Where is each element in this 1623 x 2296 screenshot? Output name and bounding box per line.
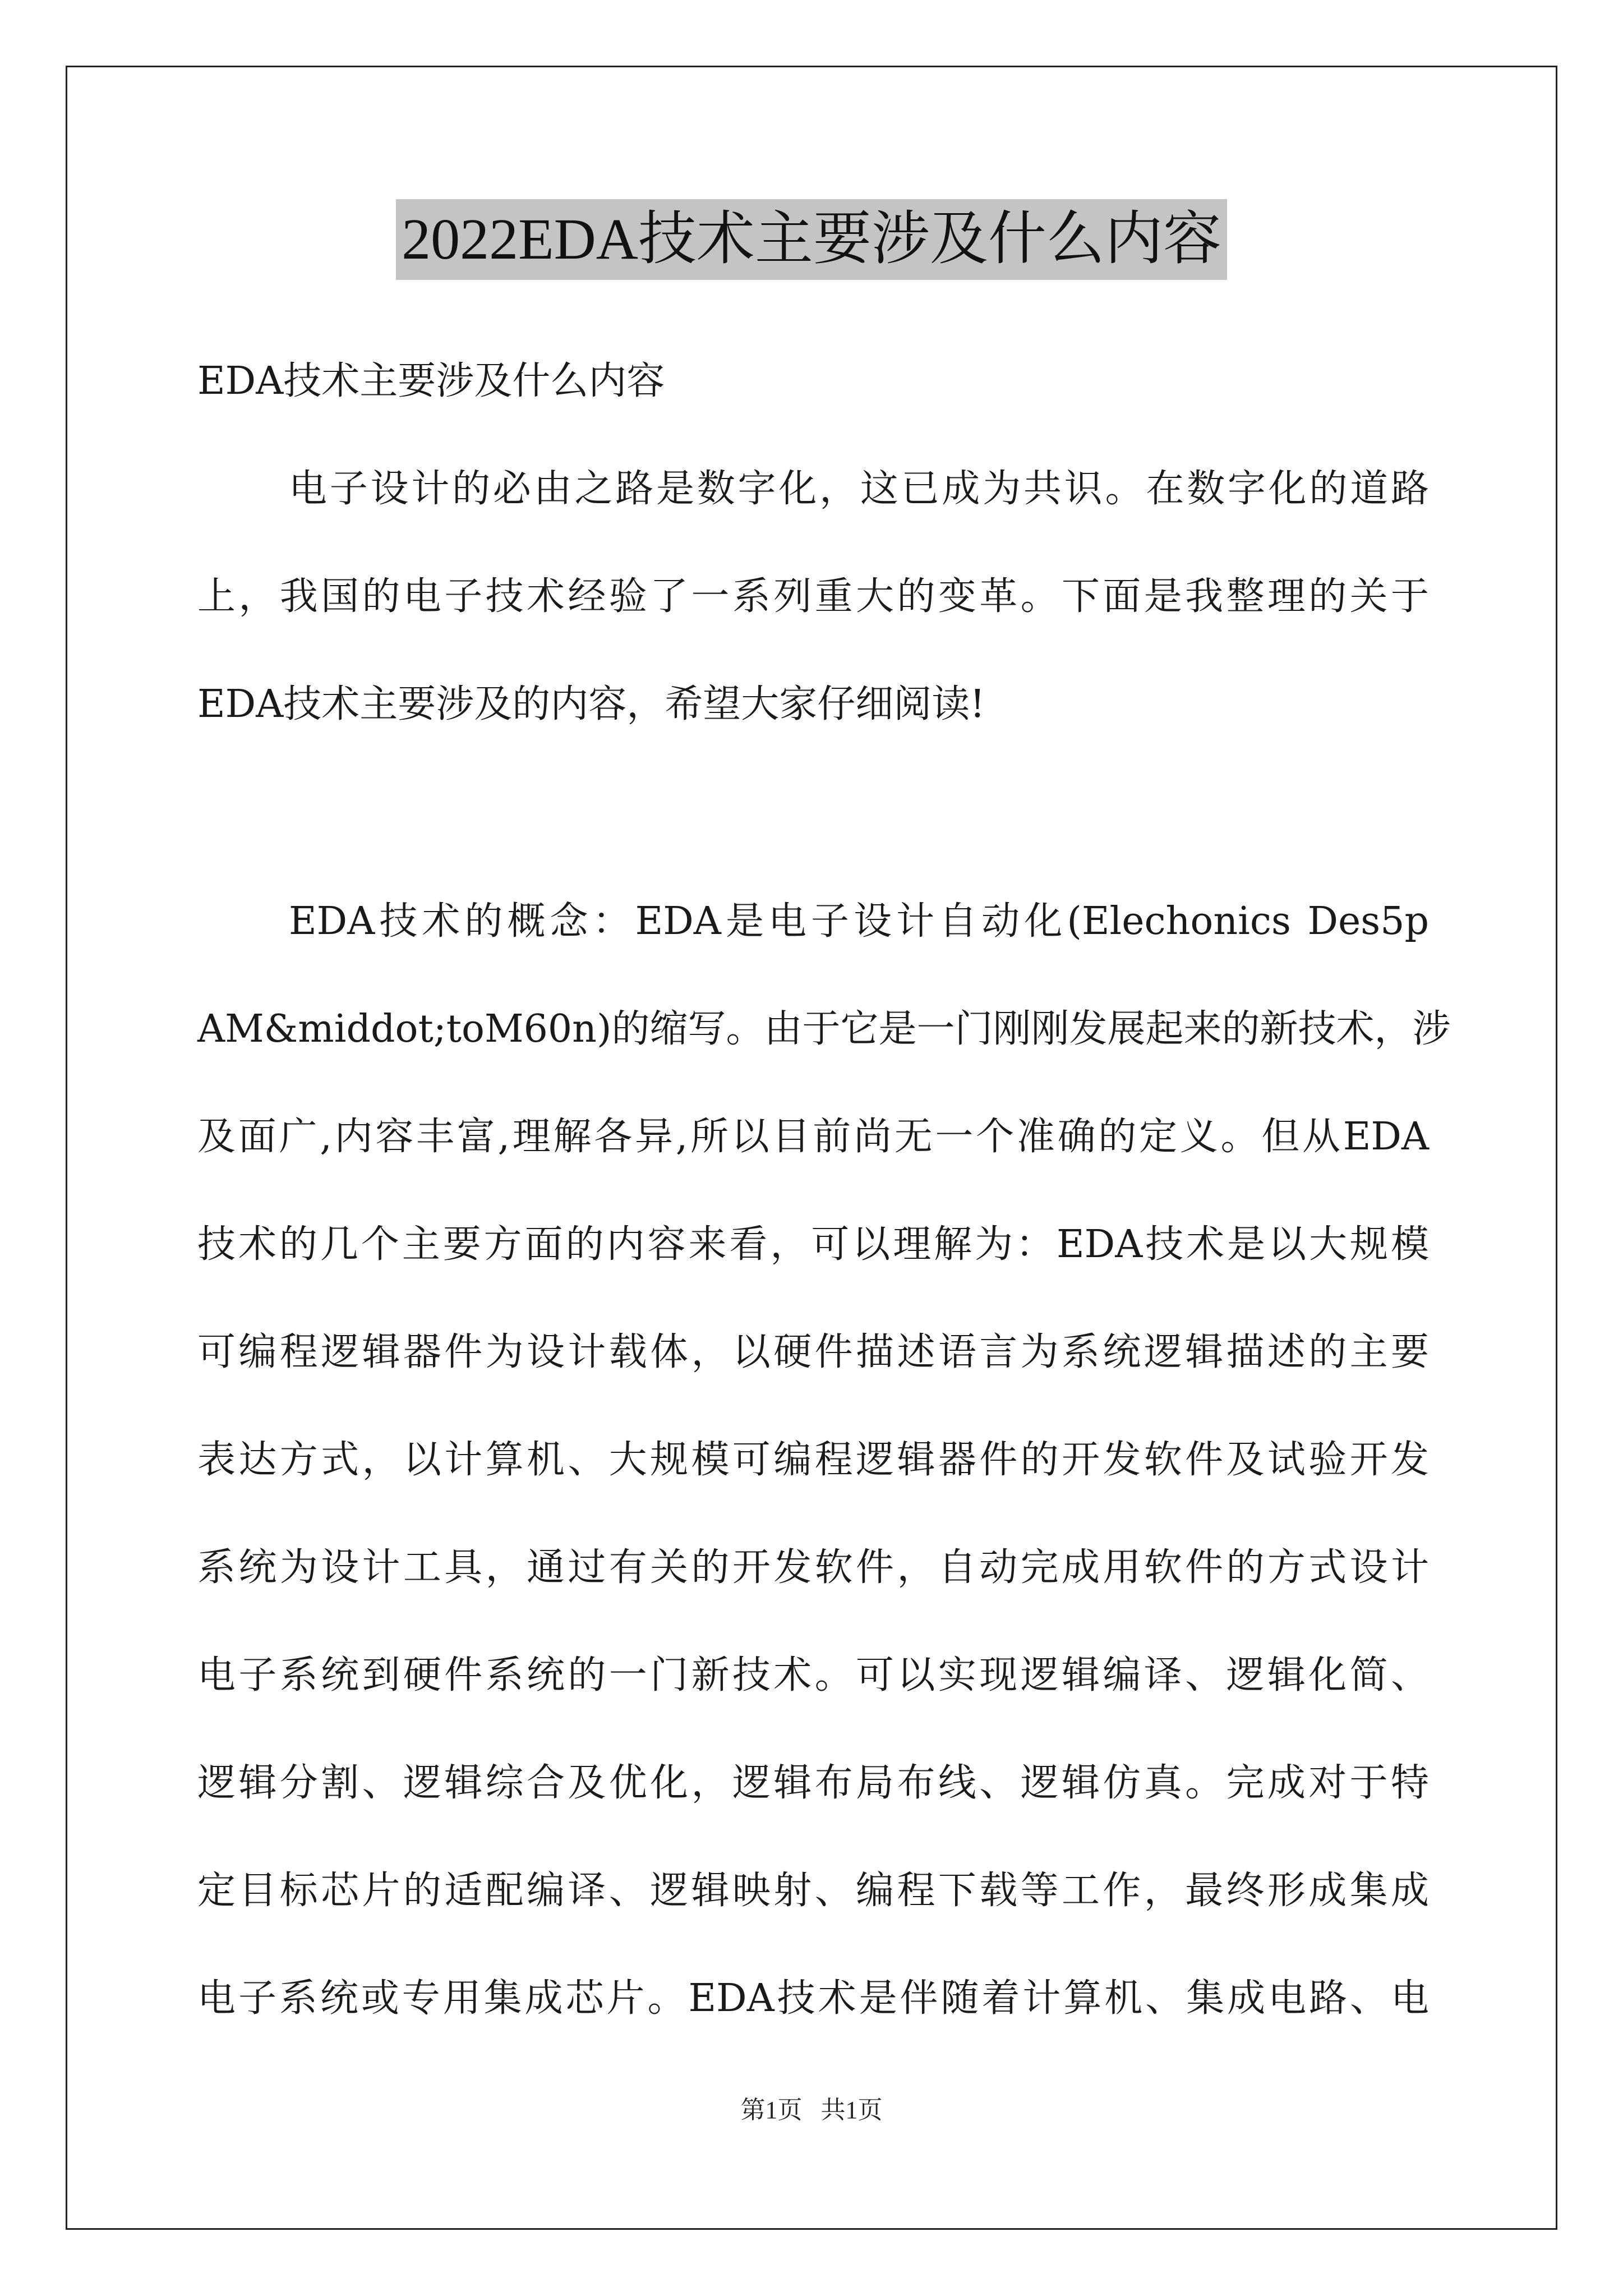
paragraph-line: 上，我国的电子技术经验了一系列重大的变革。下面是我整理的关于 (197, 574, 1429, 619)
document-subtitle: EDA技术主要涉及什么内容 (197, 359, 665, 403)
title-block (0, 199, 1623, 280)
paragraph-line: EDA技术的概念：EDA是电子设计自动化(Elechonics Des5p (289, 899, 1429, 944)
paragraph-line: AM&middot;toM60n)的缩写。由于它是一门刚刚发展起来的新技术，涉 (197, 1007, 1451, 1051)
paragraph-line: 技术的几个主要方面的内容来看，可以理解为：EDA技术是以大规模 (197, 1222, 1429, 1267)
paragraph-line: 可编程逻辑器件为设计载体，以硬件描述语言为系统逻辑描述的主要 (197, 1330, 1429, 1374)
paragraph-line: 表达方式，以计算机、大规模可编程逻辑器件的开发软件及试验开发 (197, 1438, 1429, 1482)
paragraph-line: 定目标芯片的适配编译、逻辑映射、编程下载等工作，最终形成集成 (197, 1869, 1429, 1913)
page-number-footer: 第1页 共1页 (740, 2096, 883, 2124)
paragraph-line: 电子系统或专用集成芯片。EDA技术是伴随着计算机、集成电路、电 (197, 1976, 1429, 2021)
document-title: 2022EDA技术主要涉及什么内容 (396, 199, 1227, 280)
paragraph-line: 电子设计的必由之路是数字化，这已成为共识。在数字化的道路 (289, 467, 1429, 511)
paragraph-line: 及面广,内容丰富,理解各异,所以目前尚无一个准确的定义。但从EDA (197, 1115, 1429, 1159)
paragraph-line: EDA技术主要涉及的内容，希望大家仔细阅读! (197, 682, 985, 726)
paragraph-line: 逻辑分割、逻辑综合及优化，逻辑布局布线、逻辑仿真。完成对于特 (197, 1761, 1429, 1805)
paragraph-line: 电子系统到硬件系统的一门新技术。可以实现逻辑编译、逻辑化简、 (197, 1653, 1429, 1697)
paragraph-line: 系统为设计工具，通过有关的开发软件，自动完成用软件的方式设计 (197, 1545, 1429, 1590)
